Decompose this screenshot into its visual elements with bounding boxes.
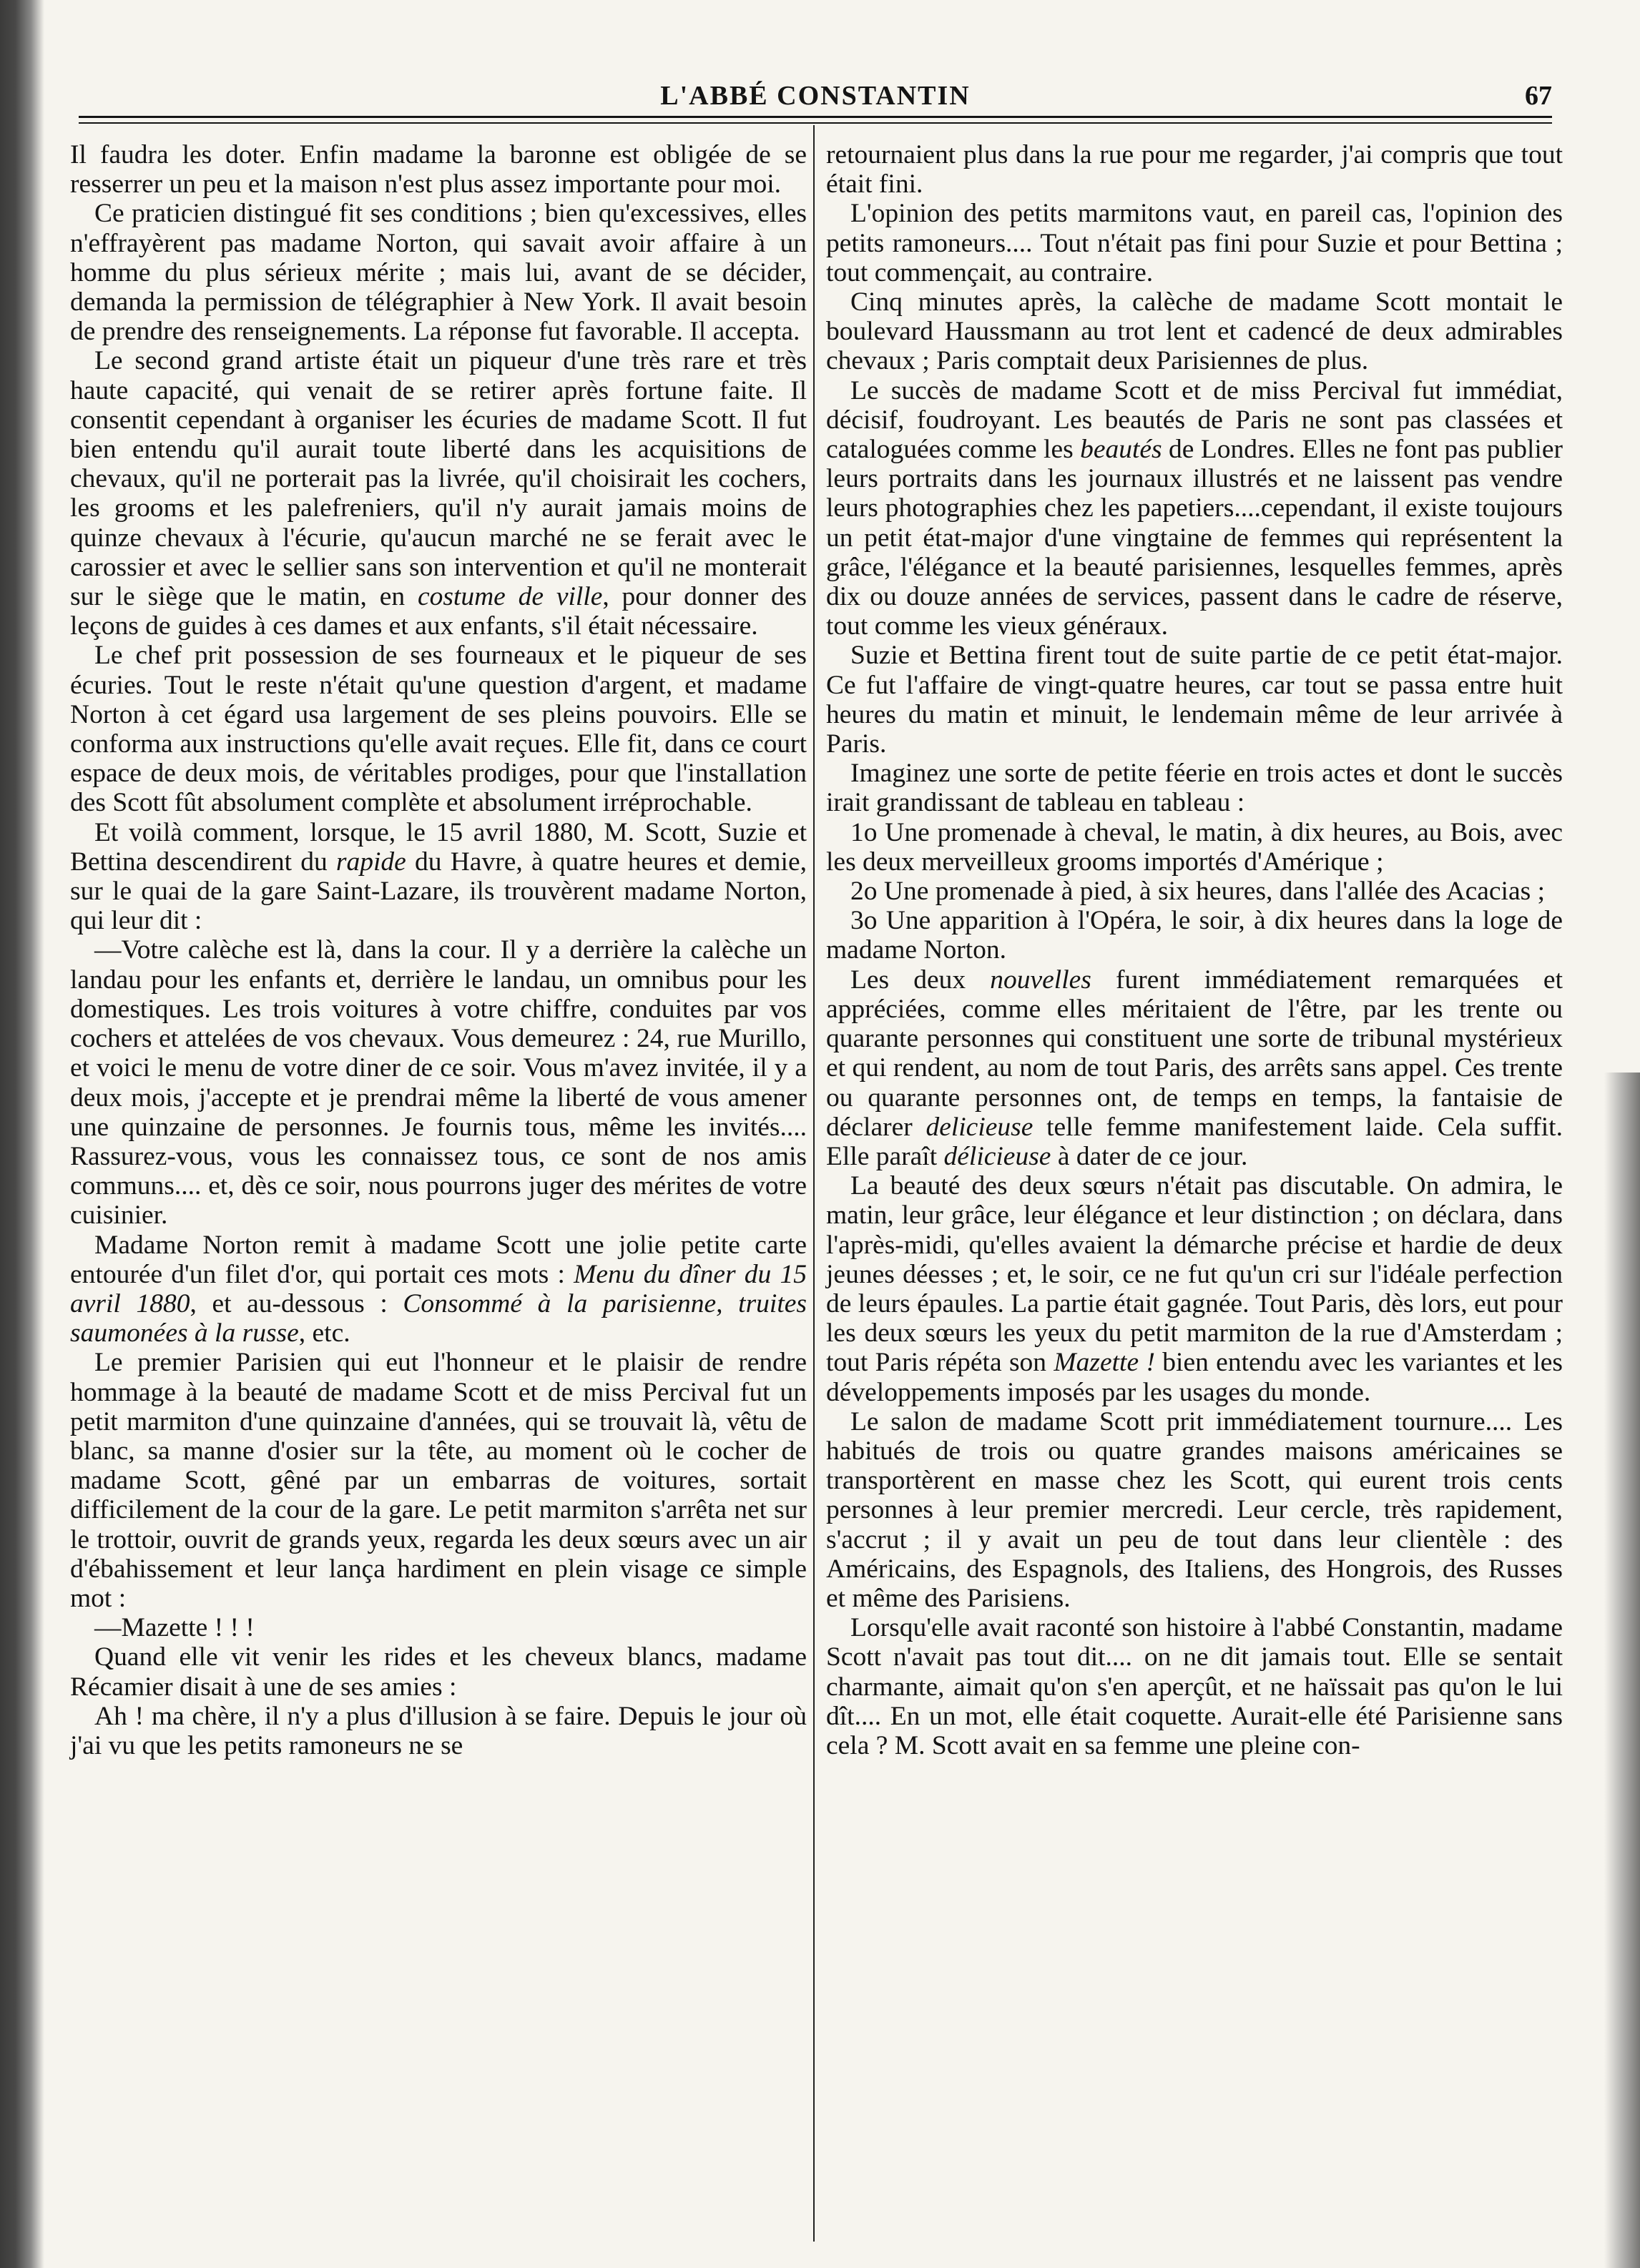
text-run: , et au-dessous : bbox=[190, 1288, 403, 1318]
text-run: Et voilà comment, lorsque, le 15 avril 1880, M. Scott, Suzie et Bettina descendirent du bbox=[70, 817, 807, 877]
paragraph bbox=[826, 1613, 1563, 1760]
text-run: —Votre calèche est là, dans la cour. Il y a derrière la calèche un landau pour les enfants et, derrière le landau, un omnibus pour les domestiques. Les trois voitures à votre chiffre, conduites par vos cochers et attelées de vos chevaux. Vous demeurez : 24, rue Murillo, et voici le menu de votre diner de ce soir. Vous m'avez invitée, il y a deux mois, j'accepte et je prendrai même la liberté de vous amener une quinzaine de personnes. Je fournis tous, même les invités.... Rassurez-vous, vous les connaissez tous, ce sont de nos amis communs.... et, dès ce soir, nous pourrons juger des mérites de votre cuisinier. bbox=[70, 935, 807, 1231]
paragraph bbox=[826, 287, 1563, 376]
paragraph bbox=[826, 759, 1563, 817]
paragraph bbox=[70, 1642, 807, 1701]
paragraph bbox=[826, 1171, 1563, 1407]
paragraph bbox=[826, 376, 1563, 641]
text-run: Cinq minutes après, la calèche de madame Scott montait le boulevard Haussmann au trot lent et cadencé de deux admirables chevaux ; Paris comptait deux Parisiennes de plus. bbox=[826, 287, 1563, 376]
text-run: —Mazette ! ! ! bbox=[94, 1613, 255, 1643]
text-run: L'opinion des petits marmitons vaut, en pareil cas, l'opinion des petits ramoneurs.... Tout n'était pas fini pour Suzie et pour Bettina ; tout commençait, au contraire. bbox=[826, 199, 1563, 287]
page-edge-shadow bbox=[1604, 1073, 1640, 2268]
paragraph bbox=[70, 1613, 807, 1642]
text-run: 1o Une promenade à cheval, le matin, à dix heures, au Bois, avec les deux merveilleux grooms importés d'Amérique ; bbox=[826, 817, 1563, 877]
italic-text: costume de ville bbox=[417, 582, 603, 612]
italic-text: delicieuse bbox=[925, 1112, 1033, 1142]
italic-text: beautés bbox=[1080, 435, 1162, 465]
italic-text: Mazette ! bbox=[1054, 1348, 1155, 1378]
text-run: , etc. bbox=[298, 1318, 350, 1349]
paragraph bbox=[70, 641, 807, 817]
italic-text: rapide bbox=[335, 847, 406, 877]
paragraph bbox=[70, 818, 807, 936]
text-run: à dater de ce jour. bbox=[1051, 1141, 1248, 1171]
paragraph bbox=[70, 935, 807, 1230]
paragraph bbox=[826, 199, 1563, 287]
right-column bbox=[826, 140, 1563, 1760]
paragraph bbox=[826, 641, 1563, 759]
text-run: furent immédiatement remarquées et appréciées, comme elles méritaient de l'être, par les trente ou quarante personnes qui constituent une sorte de tribunal mystérieux et qui rendent, au nom de tout Paris, des arrêts sans appel. Ces trente ou quarante personnes ont, de temps en temps, la fantaisie de déclarer bbox=[826, 965, 1563, 1142]
paragraph bbox=[70, 1231, 807, 1349]
paragraph bbox=[826, 1407, 1563, 1613]
italic-text: délicieuse bbox=[943, 1141, 1051, 1171]
paragraph bbox=[70, 1702, 807, 1760]
paragraph bbox=[826, 906, 1563, 965]
text-run: bien entendu avec les variantes et les développements imposés par les usages du monde. bbox=[826, 1348, 1563, 1407]
text-run: Le chef prit possession de ses fourneaux et le piqueur de ses écuries. Tout le reste n'était qu'une question d'argent, et madame Norton à cet égard usa largement de ses pleins pouvoirs. Elle se conforma aux instructions qu'elle avait reçues. Elle fit, dans ce court espace de deux mois, de véritables prodiges, pour que l'installation des Scott fût absolument complète et absolument irréprochable. bbox=[70, 641, 807, 818]
paragraph bbox=[826, 818, 1563, 877]
text-run: de Londres. Elles ne font pas publier leurs portraits dans les journaux illustrés et ne laissent pas vendre leurs photographies chez les papetiers....cependant, il existe toujours un petit état-major d'une vingtaine de femmes qui représentent la grâce, l'élégance et la beauté parisiennes, lesquelles femmes, après dix ou douze années de services, passent dans le cadre de réserve, tout comme les vieux généraux. bbox=[826, 435, 1563, 641]
header-rule-bottom bbox=[79, 122, 1552, 124]
text-run: Quand elle vit venir les rides et les cheveux blancs, madame Récamier disait à une de ses amies : bbox=[70, 1642, 807, 1702]
text-run: retournaient plus dans la rue pour me regarder, j'ai compris que tout était fini. bbox=[826, 140, 1563, 199]
page-number: 67 bbox=[1525, 81, 1552, 111]
text-run: Lorsqu'elle avait raconté son histoire à l'abbé Constantin, madame Scott n'avait pas tout dit.... on ne dit jamais tout. Elle se sentait charmante, aimait qu'on s'en aperçût, et ne haïssait pas qu'on le lui dît.... En un mot, elle était coquette. Aurait-elle été Parisienne sans cela ? M. Scott avait en sa femme une pleine con- bbox=[826, 1613, 1563, 1760]
paragraph bbox=[70, 346, 807, 641]
paragraph bbox=[826, 140, 1563, 199]
running-title: L'ABBÉ CONSTANTIN bbox=[660, 81, 971, 111]
text-run: Imaginez une sorte de petite féerie en trois actes et dont le succès irait grandissant de tableau en tableau : bbox=[826, 759, 1563, 818]
header-rule-top bbox=[79, 116, 1552, 118]
text-run: telle femme manifestement laide. Cela suffit. Elle paraît bbox=[826, 1112, 1563, 1171]
paragraph bbox=[826, 965, 1563, 1171]
text-run: Le premier Parisien qui eut l'honneur et le plaisir de rendre hommage à la beauté de madame Scott et de miss Percival fut un petit marmiton d'une quinzaine d'années, qui se trouvait là, vêtu de blanc, sa manne d'osier sur la tête, au moment où le cocher de madame Scott, gêné par un embarras de voitures, sortait difficilement de la cour de la gare. Le petit marmiton s'arrêta net sur le trottoir, ouvrit de grands yeux, regarda les deux sœurs avec un air d'ébahissement et leur lança hardiment en plein visage ce simple mot : bbox=[70, 1348, 807, 1613]
text-run: du Havre, à quatre heures et demie, sur le quai de la gare Saint-Lazare, ils trouvèrent madame Norton, qui leur dit : bbox=[70, 847, 807, 936]
text-run: La beauté des deux sœurs n'était pas discutable. On admira, le matin, leur grâce, leur élégance et leur distinction ; on déclara, dans l'après-midi, qu'elles avaient la démarche précise et hardie de deux jeunes déesses ; et, le soir, ce ne fut qu'un cri sur l'idéale perfection de leurs épaules. La partie était gagnée. Tout Paris, dès lors, eut pour les deux sœurs les yeux du petit marmiton de la rue d'Amsterdam ; tout Paris répéta son bbox=[826, 1171, 1563, 1378]
text-run: 3o Une apparition à l'Opéra, le soir, à dix heures dans la loge de madame Norton. bbox=[826, 906, 1563, 965]
page-header bbox=[79, 80, 1552, 114]
text-run: Ce praticien distingué fit ses conditions ; bien qu'excessives, elles n'effrayèrent pas madame Norton, qui savait avoir affaire à un homme du plus sérieux mérite ; mais lui, avant de se décider, demanda la permission de télégraphier à New York. Il avait besoin de prendre des renseignements. La réponse fut favorable. Il accepta. bbox=[70, 199, 807, 347]
text-run: Le salon de madame Scott prit immédiatement tournure.... Les habitués de trois ou quatre grandes maisons américaines se transportèrent en masse chez les Scott, qui eurent trois cents personnes à leur premier mercredi. Leur cercle, très rapidement, s'accrut ; il y avait un peu de tout dans leur clientèle : des Américains, des Espagnols, des Italiens, des Hongrois, des Russes et même des Parisiens. bbox=[826, 1406, 1563, 1613]
text-run: Ah ! ma chère, il n'y a plus d'illusion à se faire. Depuis le jour où j'ai vu que les petits ramoneurs ne se bbox=[70, 1701, 807, 1760]
italic-text: Consommé à la parisienne, truites saumonées à la russe bbox=[70, 1288, 807, 1349]
paragraph bbox=[70, 140, 807, 199]
binding-shadow bbox=[0, 0, 44, 2268]
text-run: Le succès de madame Scott et de miss Percival fut immédiat, décisif, foudroyant. Les beautés de Paris ne sont pas classées et cataloguées comme les bbox=[826, 375, 1563, 465]
text-run: Suzie et Bettina firent tout de suite partie de ce petit état-major. Ce fut l'affaire de vingt-quatre heures, car tout se passa entre huit heures du matin et minuit, le lendemain même de leur arrivée à Paris. bbox=[826, 641, 1563, 759]
italic-text: nouvelles bbox=[990, 965, 1091, 995]
italic-text: Menu du dîner du 15 avril 1880 bbox=[70, 1259, 807, 1318]
text-run: , pour donner des leçons de guides à ces dames et aux enfants, s'il était nécessaire. bbox=[70, 582, 807, 641]
paragraph bbox=[826, 877, 1563, 906]
left-column bbox=[70, 140, 807, 1760]
text-run: Madame Norton remit à madame Scott une jolie petite carte entourée d'un filet d'or, qui portait ces mots : bbox=[70, 1230, 807, 1289]
column-divider bbox=[813, 125, 815, 2242]
text-run: Il faudra les doter. Enfin madame la baronne est obligée de se resserrer un peu et la maison n'est plus assez importante pour moi. bbox=[70, 140, 807, 199]
paragraph bbox=[70, 199, 807, 346]
paragraph bbox=[70, 1348, 807, 1613]
text-run: Les deux bbox=[850, 965, 991, 995]
text-run: Le second grand artiste était un piqueur d'une très rare et très haute capacité, qui venait de se retirer après fortune faite. Il consentit cependant à organiser les écuries de madame Scott. Il fut bien entendu qu'il aurait toute liberté dans les acquisitions de chevaux, qu'il ne porterait pas la livrée, qu'il choisirait les cochers, les grooms et les palefreniers, qu'il n'y aurait jamais moins de quinze chevaux à l'écurie, qu'aucun marché ne se ferait avec le carossier et avec le sellier sans son intervention et qu'il ne monterait sur le siège que le matin, en bbox=[70, 346, 807, 612]
text-run: 2o Une promenade à pied, à six heures, dans l'allée des Acacias ; bbox=[850, 877, 1545, 907]
